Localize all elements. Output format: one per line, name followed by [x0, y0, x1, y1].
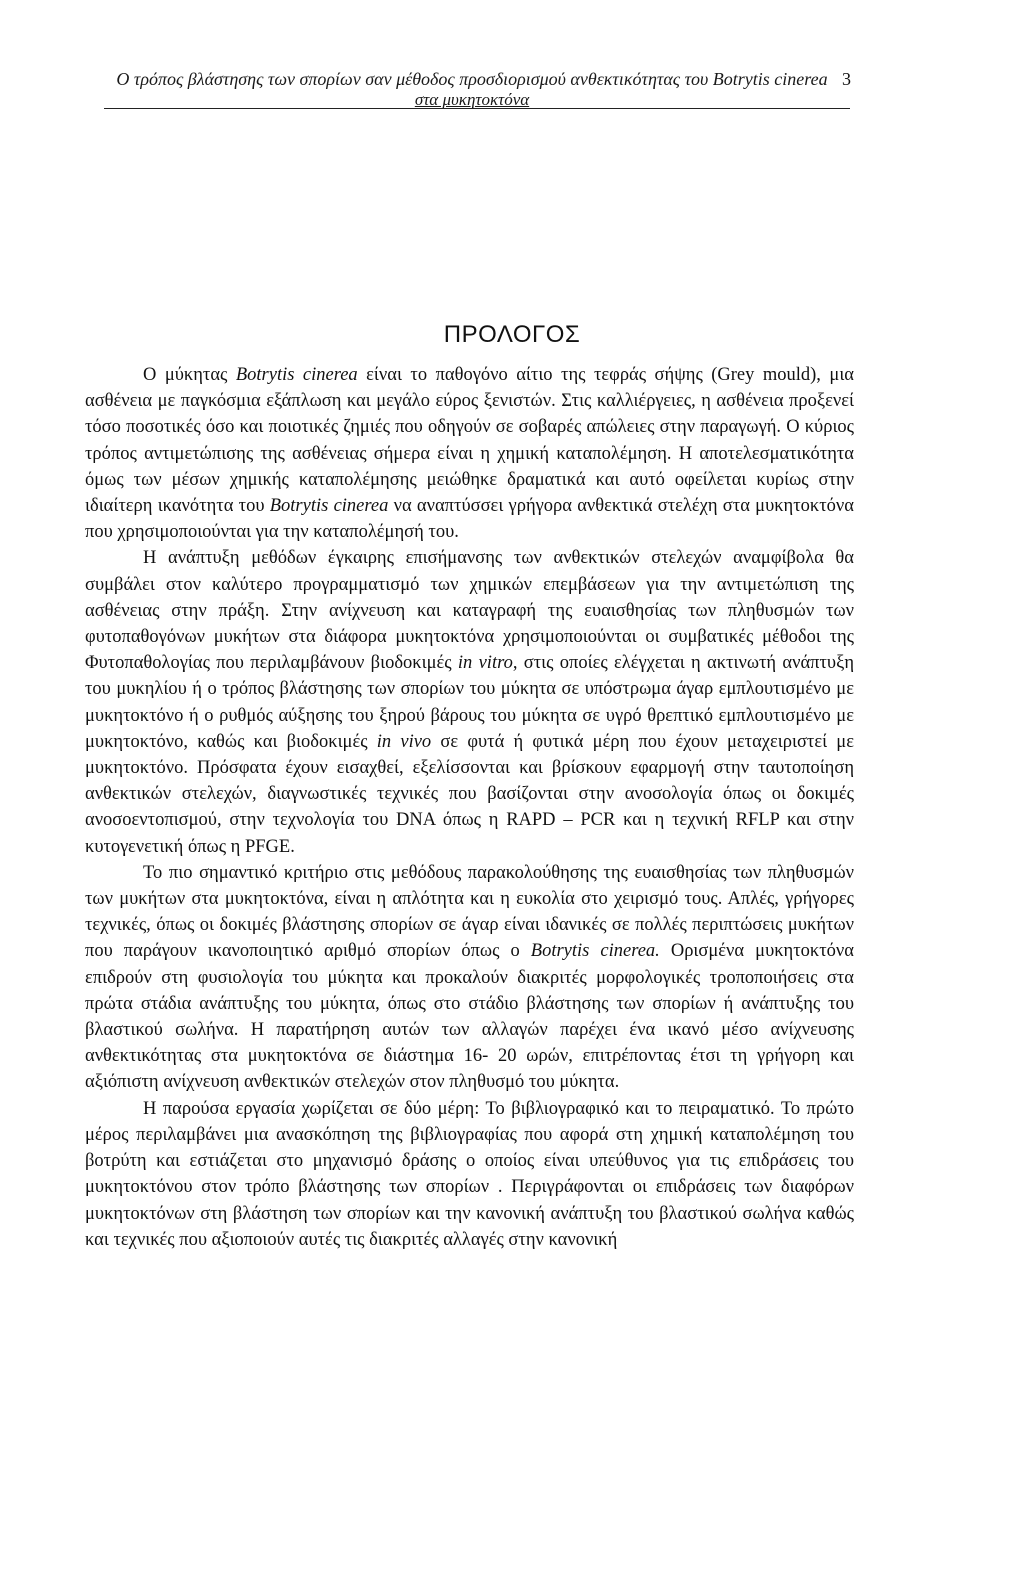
italic-text: Botrytis cinerea [235, 365, 358, 385]
running-header [92, 68, 852, 110]
running-title: Ο τρόπος βλάστησης των σπορίων σαν μέθοδος προσδιορισμού ανθεκτικότητας του Botrytis cinerea [116, 69, 828, 89]
header-divider [104, 108, 850, 109]
section-heading: ΠΡΟΛΟΓΟΣ [443, 321, 581, 348]
text-run: Ο μύκητας [143, 365, 236, 385]
text-run: Η παρούσα εργασία χωρίζεται σε δύο μέρη: Το βιβλιογραφικό και το πειραματικό. Το πρώτο μέρος περιλαμβάνει μια ανασκόπηση της βιβλιογραφίας που αφορά στη χημική καταπολέμηση του βοτρύτη και εστιάζεται στο μηχανισμό δράσης ο οποίος είναι υπεύθυνος για τις επιδράσεις του μυκητοκτόνου στον τρόπο βλάστησης των σπορίων . Περιγράφονται οι επιδράσεις των διαφόρων μυκητοκτόνων στη βλάστηση των σπορίων και την κανονική ανάπτυξη του βλαστικού σωλήνα καθώς και τεχνικές που αξιοποιούν αυτές τις διακριτές αλλαγές στην κανονική [85, 1098, 854, 1250]
text-run: Η ανάπτυξη μεθόδων έγκαιρης επισήμανσης των ανθεκτικών στελεχών αναμφίβολα θα συμβάλει στον καλύτερο προγραμματισμό των χημικών επεμβάσεων για την αντιμετώπιση της ασθένειας στην πράξη. Στην ανίχνευση και καταγραφή της ευαισθησίας των πληθυσμών των φυτοπαθογόνων μυκήτων στα διάφορα μυκητοκτόνα χρησιμοποιούνται οι συμβατικές μέθοδοι της Φυτοπαθολογίας που περιλαμβάνουν βιοδοκιμές [85, 548, 854, 674]
text-run: είναι το παθογόνο αίτιο της τεφράς σήψης (Grey mould), μια ασθένεια με παγκόσμια εξάπλωση και μεγάλο εύρος ξενιστών. Στις καλλιέργειες, η ασθένεια προξενεί τόσο ποσοτικές όσο και ποιοτικές ζημιές που οδηγούν σε σοβαρές απώλειες στην παραγωγή. Ο κύριος τρόπος αντιμετώπισης της ασθένειας σήμερα είναι η χημική καταπολέμηση. Η αποτελεσματικότητα όμως των μέσων χημικής καταπολέμησης μειώθηκε δραματικά και αυτό οφείλεται κυρίως στην ιδιαίτερη ικανότητα του [85, 365, 854, 517]
body-text [85, 362, 854, 1253]
paragraph [85, 545, 854, 859]
paragraph [85, 362, 854, 545]
paragraph [85, 860, 854, 1096]
text-run: Το πιο σημαντικό κριτήριο στις μεθόδους παρακολούθησης της ευαισθησίας των πληθυσμών των μυκήτων στα μυκητοκτόνα, είναι η απλότητα και η ευκολία στο χειρισμό τους. Απλές, γρήγορες τεχνικές, όπως οι δοκιμές βλάστησης σπορίων σε άγαρ είναι ιδανικές σε πολλές περιπτώσεις μυκήτων που παράγουν ικανοποιητικό αριθμό σπορίων όπως ο [85, 862, 854, 962]
text-run: να αναπτύσσει γρήγορα ανθεκτικά στελέχη στα μυκητοκτόνα που χρησιμοποιούνται για την καταπολέμησή του. [85, 496, 854, 543]
text-run: , στις οποίες ελέγχεται η ακτινωτή ανάπτυξη του μυκηλίου ή ο τρόπος βλάστησης των σπορίων του μύκητα σε υπόστρωμα άγαρ εμπλουτισμένο με μυκητοκτόνο ή ο ρυθμός αύξησης του ξηρού βάρους του μύκητα σε υγρό θρεπτικό εμπλουτισμένο με μυκητοκτόνο, καθώς και βιοδοκιμές [85, 653, 855, 752]
paragraph [85, 1096, 854, 1253]
page-number: 3 [842, 69, 851, 89]
running-title-continuation: στα μυκητοκτόνα [414, 90, 530, 109]
italic-text: in vivo [376, 731, 432, 752]
italic-text: Botrytis cinerea. [530, 941, 660, 962]
italic-text: Botrytis cinerea [269, 496, 389, 517]
italic-text: in vitro [457, 653, 513, 674]
text-run: Ορισμένα μυκητοκτόνα επιδρούν στη φυσιολογία του μύκητα και προκαλούν διακριτές μορφολογικές τροποποιήσεις στα πρώτα στάδια ανάπτυξης του μύκητα, όπως στο στάδιο βλάστησης των σπορίων ή ανάπτυξης του βλαστικού σωλήνα. Η παρατήρηση αυτών των αλλαγών παρέχει ένα ικανό μέσο ανίχνευσης ανθεκτικότητας στα μυκητοκτόνα σε διάστημα 16- 20 ωρών, επιτρέποντας έτσι τη γρήγορη και αξιόπιστη ανίχνευση ανθεκτικών στελεχών στον πληθυσμό του μύκητα. [85, 941, 854, 1093]
text-run: σε φυτά ή φυτικά μέρη που έχουν μεταχειριστεί με μυκητοκτόνο. Πρόσφατα έχουν εισαχθεί, εξελίσσονται και βρίσκουν εφαρμογή στην ταυτοποίηση ανθεκτικών στελεχών, διαγνωστικές τεχνικές που βασίζονται στην ανοσολογία όπως οι δοκιμές ανοσοεντοπισμού, στην τεχνολογία του DNA όπως η RAPD – PCR και η τεχνική RFLP και στην κυτογενετική όπως η PFGE. [85, 731, 854, 857]
